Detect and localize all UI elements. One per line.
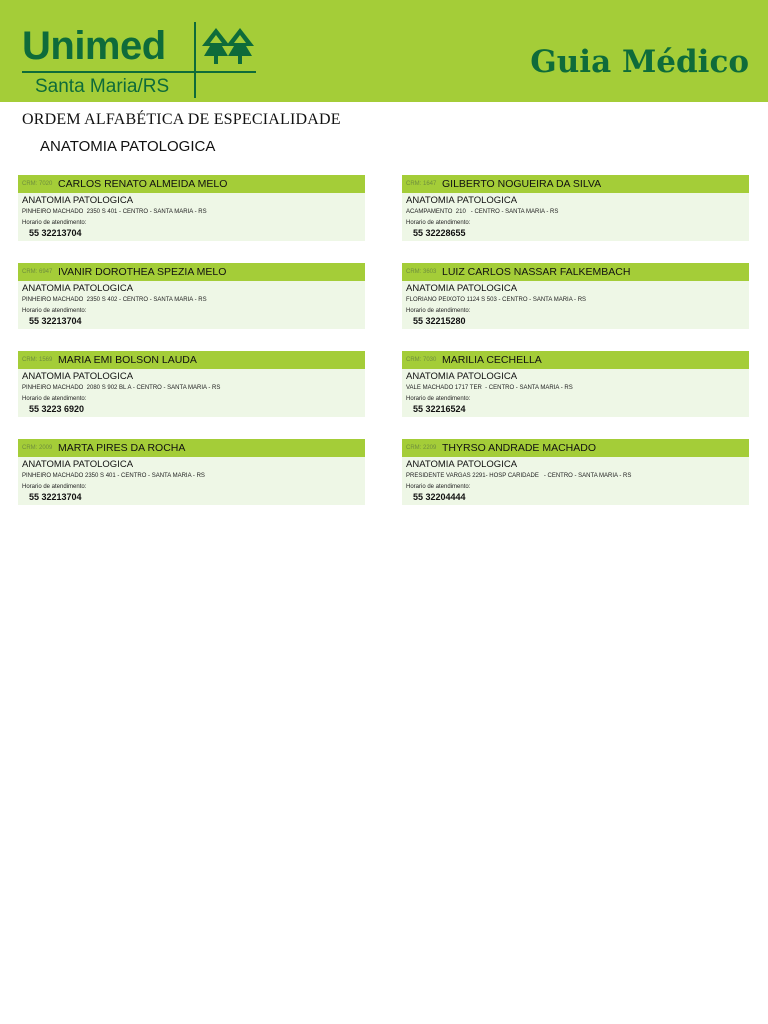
doctor-name: THYRSO ANDRADE MACHADO (442, 442, 597, 454)
doctor-card (402, 351, 749, 417)
doctor-name: IVANIR DOROTHEA SPEZIA MELO (58, 266, 227, 278)
hours-label: Horario de atendimento: (22, 484, 87, 490)
order-heading: ORDEM ALFABÉTICA DE ESPECIALIDADE (22, 111, 341, 128)
crm-number: CRM: 7020 (22, 181, 53, 187)
hours-label: Horario de atendimento: (406, 220, 471, 226)
doctor-card (18, 351, 365, 417)
doctor-card (18, 263, 365, 329)
crm-number: CRM: 6947 (22, 269, 53, 275)
doctor-name: MARIA EMI BOLSON LAUDA (58, 354, 197, 366)
doctor-phone: 55 32204444 (413, 492, 466, 502)
crm-number: CRM: 2209 (406, 445, 437, 451)
doctor-name: MARTA PIRES DA ROCHA (58, 442, 186, 454)
doctor-address: PINHEIRO MACHADO 2350 S 401 - CENTRO - SANTA MARIA - RS (22, 473, 205, 479)
doctor-name: LUIZ CARLOS NASSAR FALKEMBACH (442, 266, 631, 278)
doctor-card (402, 263, 749, 329)
hours-label: Horario de atendimento: (22, 220, 87, 226)
doctor-card (18, 439, 365, 505)
doctor-card-header (402, 263, 749, 281)
doctor-card-header (18, 351, 365, 369)
doctor-address: VALE MACHADO 1717 TER - CENTRO - SANTA MARIA - RS (406, 385, 573, 391)
doctor-card-header (18, 263, 365, 281)
doctor-card-header (402, 175, 749, 193)
doctor-specialty: ANATOMIA PATOLOGICA (22, 195, 134, 206)
crm-number: CRM: 3603 (406, 269, 437, 275)
doctor-specialty: ANATOMIA PATOLOGICA (406, 195, 518, 206)
hours-label: Horario de atendimento: (22, 308, 87, 314)
doctor-card-header (402, 439, 749, 457)
doctor-address: FLORIANO PEIXOTO 1124 S 503 - CENTRO - SANTA MARIA - RS (406, 297, 587, 303)
crm-number: CRM: 1569 (22, 357, 53, 363)
logo-subtitle: Santa Maria/RS (35, 76, 170, 97)
crm-number: CRM: 1647 (406, 181, 437, 187)
doctor-card-header (402, 351, 749, 369)
doctor-phone: 55 32228655 (413, 228, 466, 238)
doctor-specialty: ANATOMIA PATOLOGICA (22, 283, 134, 294)
specialty-heading: ANATOMIA PATOLOGICA (40, 138, 216, 155)
doctor-card-header (18, 439, 365, 457)
doctor-specialty: ANATOMIA PATOLOGICA (22, 459, 134, 470)
hours-label: Horario de atendimento: (406, 396, 471, 402)
doctor-phone: 55 32216524 (413, 404, 466, 414)
unimed-logo (22, 22, 256, 98)
doctor-address: PRESIDENTE VARGAS 2291- HOSP CARIDADE - CENTRO - SANTA MARIA - RS (406, 473, 632, 479)
doctor-address: PINHEIRO MACHADO 2080 S 902 BL A - CENTRO - SANTA MARIA - RS (22, 385, 221, 391)
doctor-phone: 55 32213704 (29, 316, 82, 326)
doctor-address: PINHEIRO MACHADO 2350 S 402 - CENTRO - SANTA MARIA - RS (22, 297, 207, 303)
hours-label: Horario de atendimento: (406, 484, 471, 490)
pine-trees-icon (202, 28, 256, 64)
logo-vertical-rule (194, 22, 196, 98)
doctor-card (402, 175, 749, 241)
doctor-card (402, 439, 749, 505)
logo-wordmark: Unimed (22, 24, 166, 68)
hours-label: Horario de atendimento: (406, 308, 471, 314)
doctor-address: PINHEIRO MACHADO 2350 S 401 - CENTRO - SANTA MARIA - RS (22, 209, 207, 215)
doctor-name: MARILIA CECHELLA (442, 354, 542, 366)
logo-horizontal-rule (22, 71, 256, 73)
guide-title: Guia Médico (530, 44, 749, 80)
doctor-phone: 55 32215280 (413, 316, 466, 326)
hours-label: Horario de atendimento: (22, 396, 87, 402)
doctor-phone: 55 3223 6920 (29, 404, 85, 414)
doctor-specialty: ANATOMIA PATOLOGICA (22, 371, 134, 382)
doctor-specialty: ANATOMIA PATOLOGICA (406, 283, 518, 294)
doctor-card (18, 175, 365, 241)
crm-number: CRM: 7030 (406, 357, 437, 363)
doctor-phone: 55 32213704 (29, 492, 82, 502)
crm-number: CRM: 2009 (22, 445, 53, 451)
doctor-phone: 55 32213704 (29, 228, 82, 238)
doctor-card-header (18, 175, 365, 193)
doctor-specialty: ANATOMIA PATOLOGICA (406, 459, 518, 470)
doctor-name: GILBERTO NOGUEIRA DA SILVA (442, 178, 602, 190)
doctor-address: ACAMPAMENTO 210 - CENTRO - SANTA MARIA - RS (406, 209, 559, 215)
doctor-specialty: ANATOMIA PATOLOGICA (406, 371, 518, 382)
header-banner (0, 0, 768, 102)
doctor-name: CARLOS RENATO ALMEIDA MELO (58, 178, 228, 190)
